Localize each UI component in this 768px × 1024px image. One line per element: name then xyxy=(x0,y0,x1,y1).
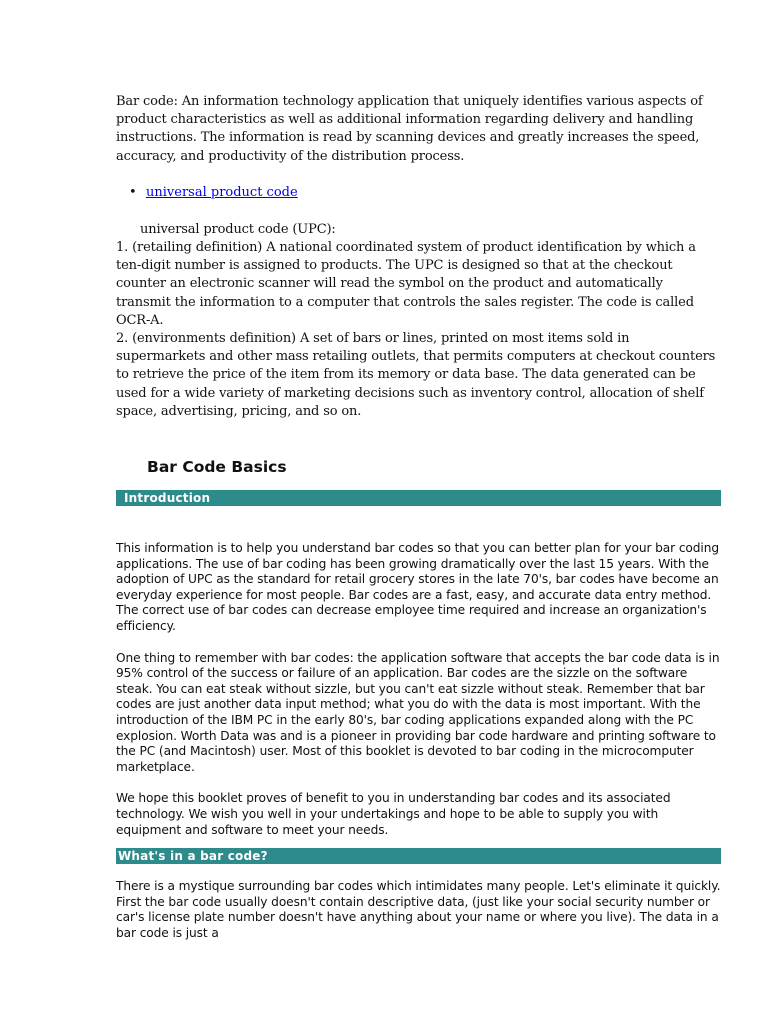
section-header-whats-in-a-bar-code: What's in a bar code? xyxy=(116,848,721,864)
page-title: Bar Code Basics xyxy=(147,458,287,477)
upc-definition-block xyxy=(116,221,721,421)
link-list xyxy=(116,184,721,202)
list-item xyxy=(129,184,721,202)
upc-definition-environments: 2. (environments definition) A set of bars or lines, printed on most items sold in supermarkets and other mass retailing outlets, that permits computers at checkout counters to retrieve the price of the item from its memory or data base. The data generated can be used for a wide variety of marketing decisions such as inventory control, allocation of shelf space, advertising, pricing, and so on. xyxy=(116,331,716,419)
whats-paragraph-1: There is a mystique surrounding bar codes which intimidates many people. Let's eliminate it quickly. First the bar code usually doesn't contain descriptive data, (just like your social security number or car's license plate number doesn't have anything about your name or where you live). The data in a bar code is just a xyxy=(116,879,721,940)
barcode-definition: Bar code: An information technology application that uniquely identifies various aspects of product characteristics as well as additional information regarding delivery and handling instructions. The information is read by scanning devices and greatly increases the speed, accuracy, and productivity of the distribution process. xyxy=(116,94,703,164)
section-header-introduction: Introduction xyxy=(116,490,721,506)
upc-definition-retailing: 1. (retailing definition) A national coordinated system of product identification by which a ten-digit number is assigned to products. The UPC is designed so that at the checkout counter an electronic scanner will read the symbol on the product and automatically transmit the information to a computer that controls the sales register. The code is called OCR-A. xyxy=(116,240,696,328)
bullet-icon: • xyxy=(129,184,137,200)
intro-paragraph-2: One thing to remember with bar codes: the application software that accepts the bar code data is in 95% control of the success or failure of an application. Bar codes are the sizzle on the software steak. You can eat steak without sizzle, but you can't eat sizzle without steak. Remember that bar codes are just another data input method; what you do with the data is most important. With the introduction of the IBM PC in the early 80's, bar coding applications expanded along with the PC explosion. Worth Data was and is a pioneer in providing bar code hardware and printing software to the PC (and Macintosh) user. Most of this booklet is devoted to bar coding in the microcomputer marketplace. xyxy=(116,650,720,774)
document-page xyxy=(116,93,721,942)
intro-paragraph-1: This information is to help you understand bar codes so that you can better plan for your bar coding applications. The use of bar coding has been growing dramatically over the last 15 years. With the adoption of UPC as the standard for retail grocery stores in the late 70's, bar codes have become an everyday experience for most people. Bar codes are a fast, easy, and accurate data entry method. The correct use of bar codes can decrease employee time required and increase an organization's efficiency. xyxy=(116,541,719,634)
intro-paragraph-3: We hope this booklet proves of benefit to you in understanding bar codes and its associated technology. We wish you well in your undertakings and hope to be able to supply you with equipment and software to meet your needs. xyxy=(116,791,671,837)
upc-title: universal product code (UPC): xyxy=(140,221,336,237)
universal-product-code-link[interactable]: universal product code xyxy=(146,184,298,200)
